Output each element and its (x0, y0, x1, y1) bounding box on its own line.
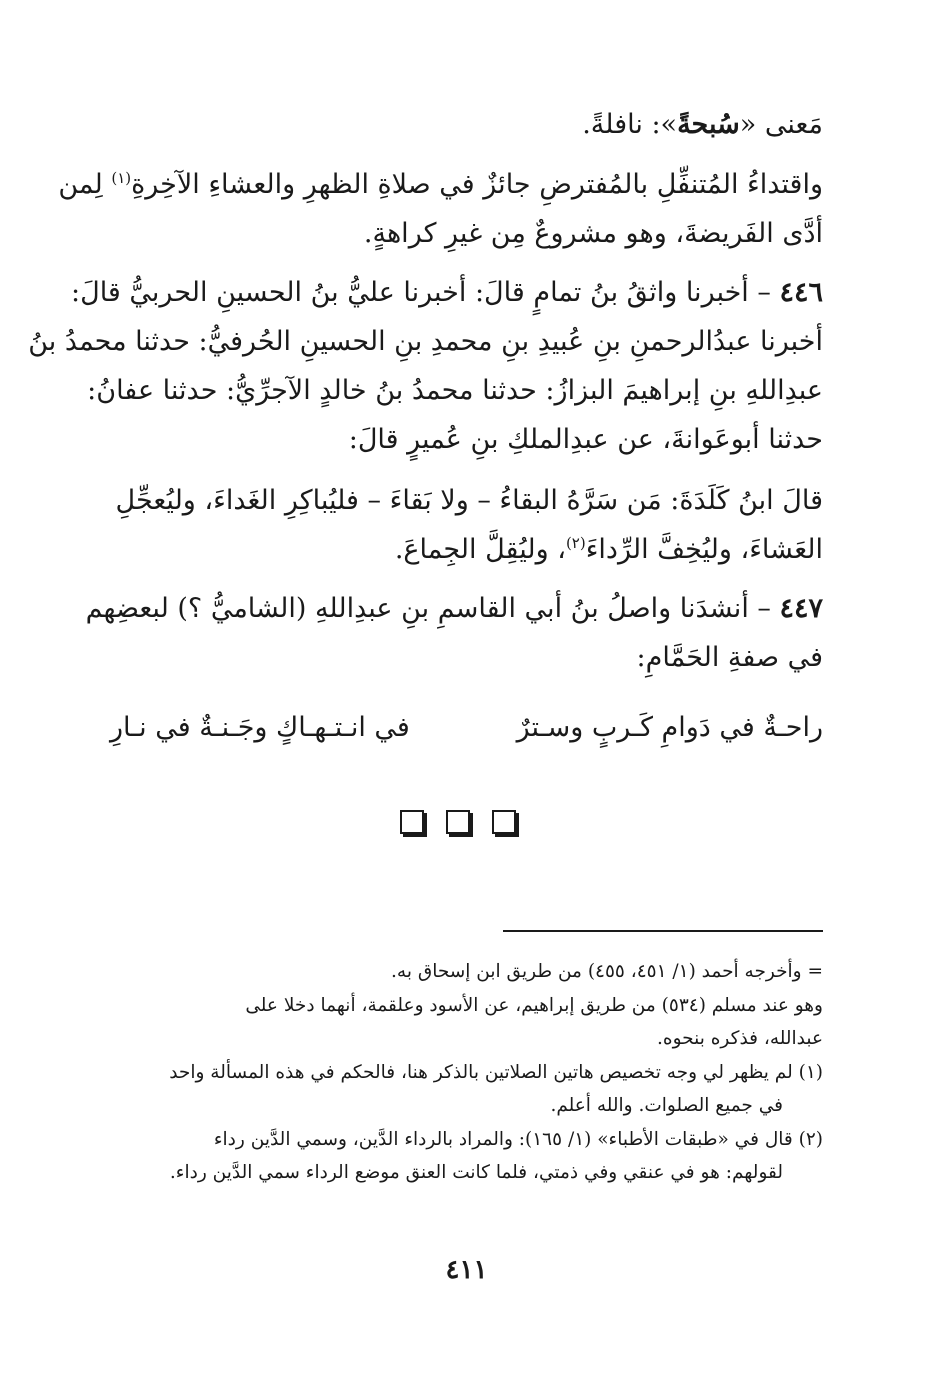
hadith-447-line-2: في صفةِ الحَمَّامِ: (636, 642, 823, 673)
following-text-1: واقتداءُ المُتنفِّلِ بالمُفترضِ جائزٌ في صلاةِ الظهرِ والعشاءِ الآخِرةِ (131, 169, 823, 200)
hadith-447 (85, 584, 823, 682)
following-text-1-end: لِمن (58, 169, 112, 200)
footnote-divider (503, 930, 823, 932)
hadith-446 (28, 268, 823, 464)
hadith-447-line-1 (85, 584, 823, 633)
hadith-446-line-4: حدثنا أبوعَوانةَ، عن عبدِالملكِ بنِ عُميرٍ قالَ: (348, 424, 823, 455)
footnotes (110, 955, 823, 1190)
footnote-ref-2[interactable]: (٢) (565, 534, 586, 552)
following-line-1 (58, 160, 823, 209)
footnote-1-line-2: في جميع الصلوات. والله أعلم. (550, 1095, 783, 1116)
footnote-1-line-1: (١) لم يظهر لي وجه تخصيص هاتين الصلاتين بالذكر هنا، فالحكم في هذه المسألة واحد (169, 1061, 823, 1083)
hadith-446-text-1: – أخبرنا واثقُ بنُ تمامٍ قالَ: أخبرنا عليُّ بنُ الحسينِ الحربيُّ قالَ: (70, 277, 780, 308)
poem-hemistich-1: راحـةٌ في دَوامِ كَـربٍ وسـترٌ (516, 712, 823, 743)
hadith-number-447: ٤٤٧ (779, 593, 823, 624)
following-line-2: أدَّى الفَريضةَ، وهو مشروعٌ مِن غيرِ كراهةٍ. (363, 218, 823, 249)
poem-hemistich-2: في انـتـهـاكٍ وجَـنـةٌ في نـارِ (110, 712, 410, 743)
quote-ibn-kalada (110, 476, 823, 574)
quote-line-1: قالَ ابنُ كَلَدَةَ: مَن سَرَّهُ البقاءُ – ولا بَقاءَ – فليُباكِرِ الغَداءَ، وليُعجِّلِ (115, 485, 823, 516)
footnote-2-line-2: لقولهم: هو في عنقي وفي ذمتي، فلما كانت العنق موضع الرداء سمي الدَّين رداء. (169, 1162, 783, 1183)
footnote-continued-line-1: = وأخرجه أحمد (١/ ٤٥١، ٤٥٥) من طريق ابن إسحاق به. (391, 961, 823, 982)
quote-text-2a: العَشاءَ، وليُخِفَّ الرِّداءَ (585, 534, 823, 565)
hadith-446-line-3: عبدِاللهِ بنِ إبراهيمَ البزازُ: حدثنا محمدُ بنُ خالدٍ الآجرِّيُّ: حدثنا عفانُ: (87, 375, 823, 406)
footnote-continued-line-3: عبدالله، فذكره بنحوه. (657, 1028, 823, 1049)
footnote-ref-1[interactable]: (١) (111, 169, 132, 187)
paragraph-following-imam (58, 160, 823, 258)
hadith-446-line-1 (70, 268, 823, 317)
paragraph-meaning (110, 100, 823, 149)
meaning-prefix: مَعنى « (739, 109, 823, 140)
meaning-line (110, 100, 823, 149)
hadith-447-text-1: – أنشدَنا واصلُ بنُ أبي القاسمِ بنِ عبدِاللهِ (الشاميُّ ؟) لبعضِهم (85, 593, 780, 624)
quote-line-2 (110, 525, 823, 574)
meaning-suffix: »: نافلةً. (582, 109, 678, 140)
footnote-continued-line-2: وهو عند مسلم (٥٣٤) من طريق إبراهيم، عن الأسود وعلقمة، أنهما دخلا على (245, 994, 823, 1016)
separator-box-icon (446, 810, 470, 834)
separator-box-icon (400, 810, 424, 834)
hadith-446-line-2: أخبرنا عبدُالرحمنِ بنِ عُبيدِ بنِ محمدِ بنِ الحسينِ الحُرفيُّ: حدثنا محمدُ بنُ (28, 326, 823, 357)
page-number: ٤١١ (445, 1255, 488, 1285)
section-separator (400, 810, 516, 834)
footnote-2-line-1: (٢) قال في «طبقات الأطباء» (١/ ١٦٥): والمراد بالرداء الدَّين، وسمي الدَّين رداء (213, 1128, 823, 1150)
hadith-number-446: ٤٤٦ (779, 277, 823, 308)
meaning-term: سُبحةً (677, 109, 740, 140)
quote-text-2b: ، وليُقِلَّ الجِماعَ. (394, 534, 566, 565)
poem-verse (110, 703, 823, 752)
separator-box-icon (492, 810, 516, 834)
